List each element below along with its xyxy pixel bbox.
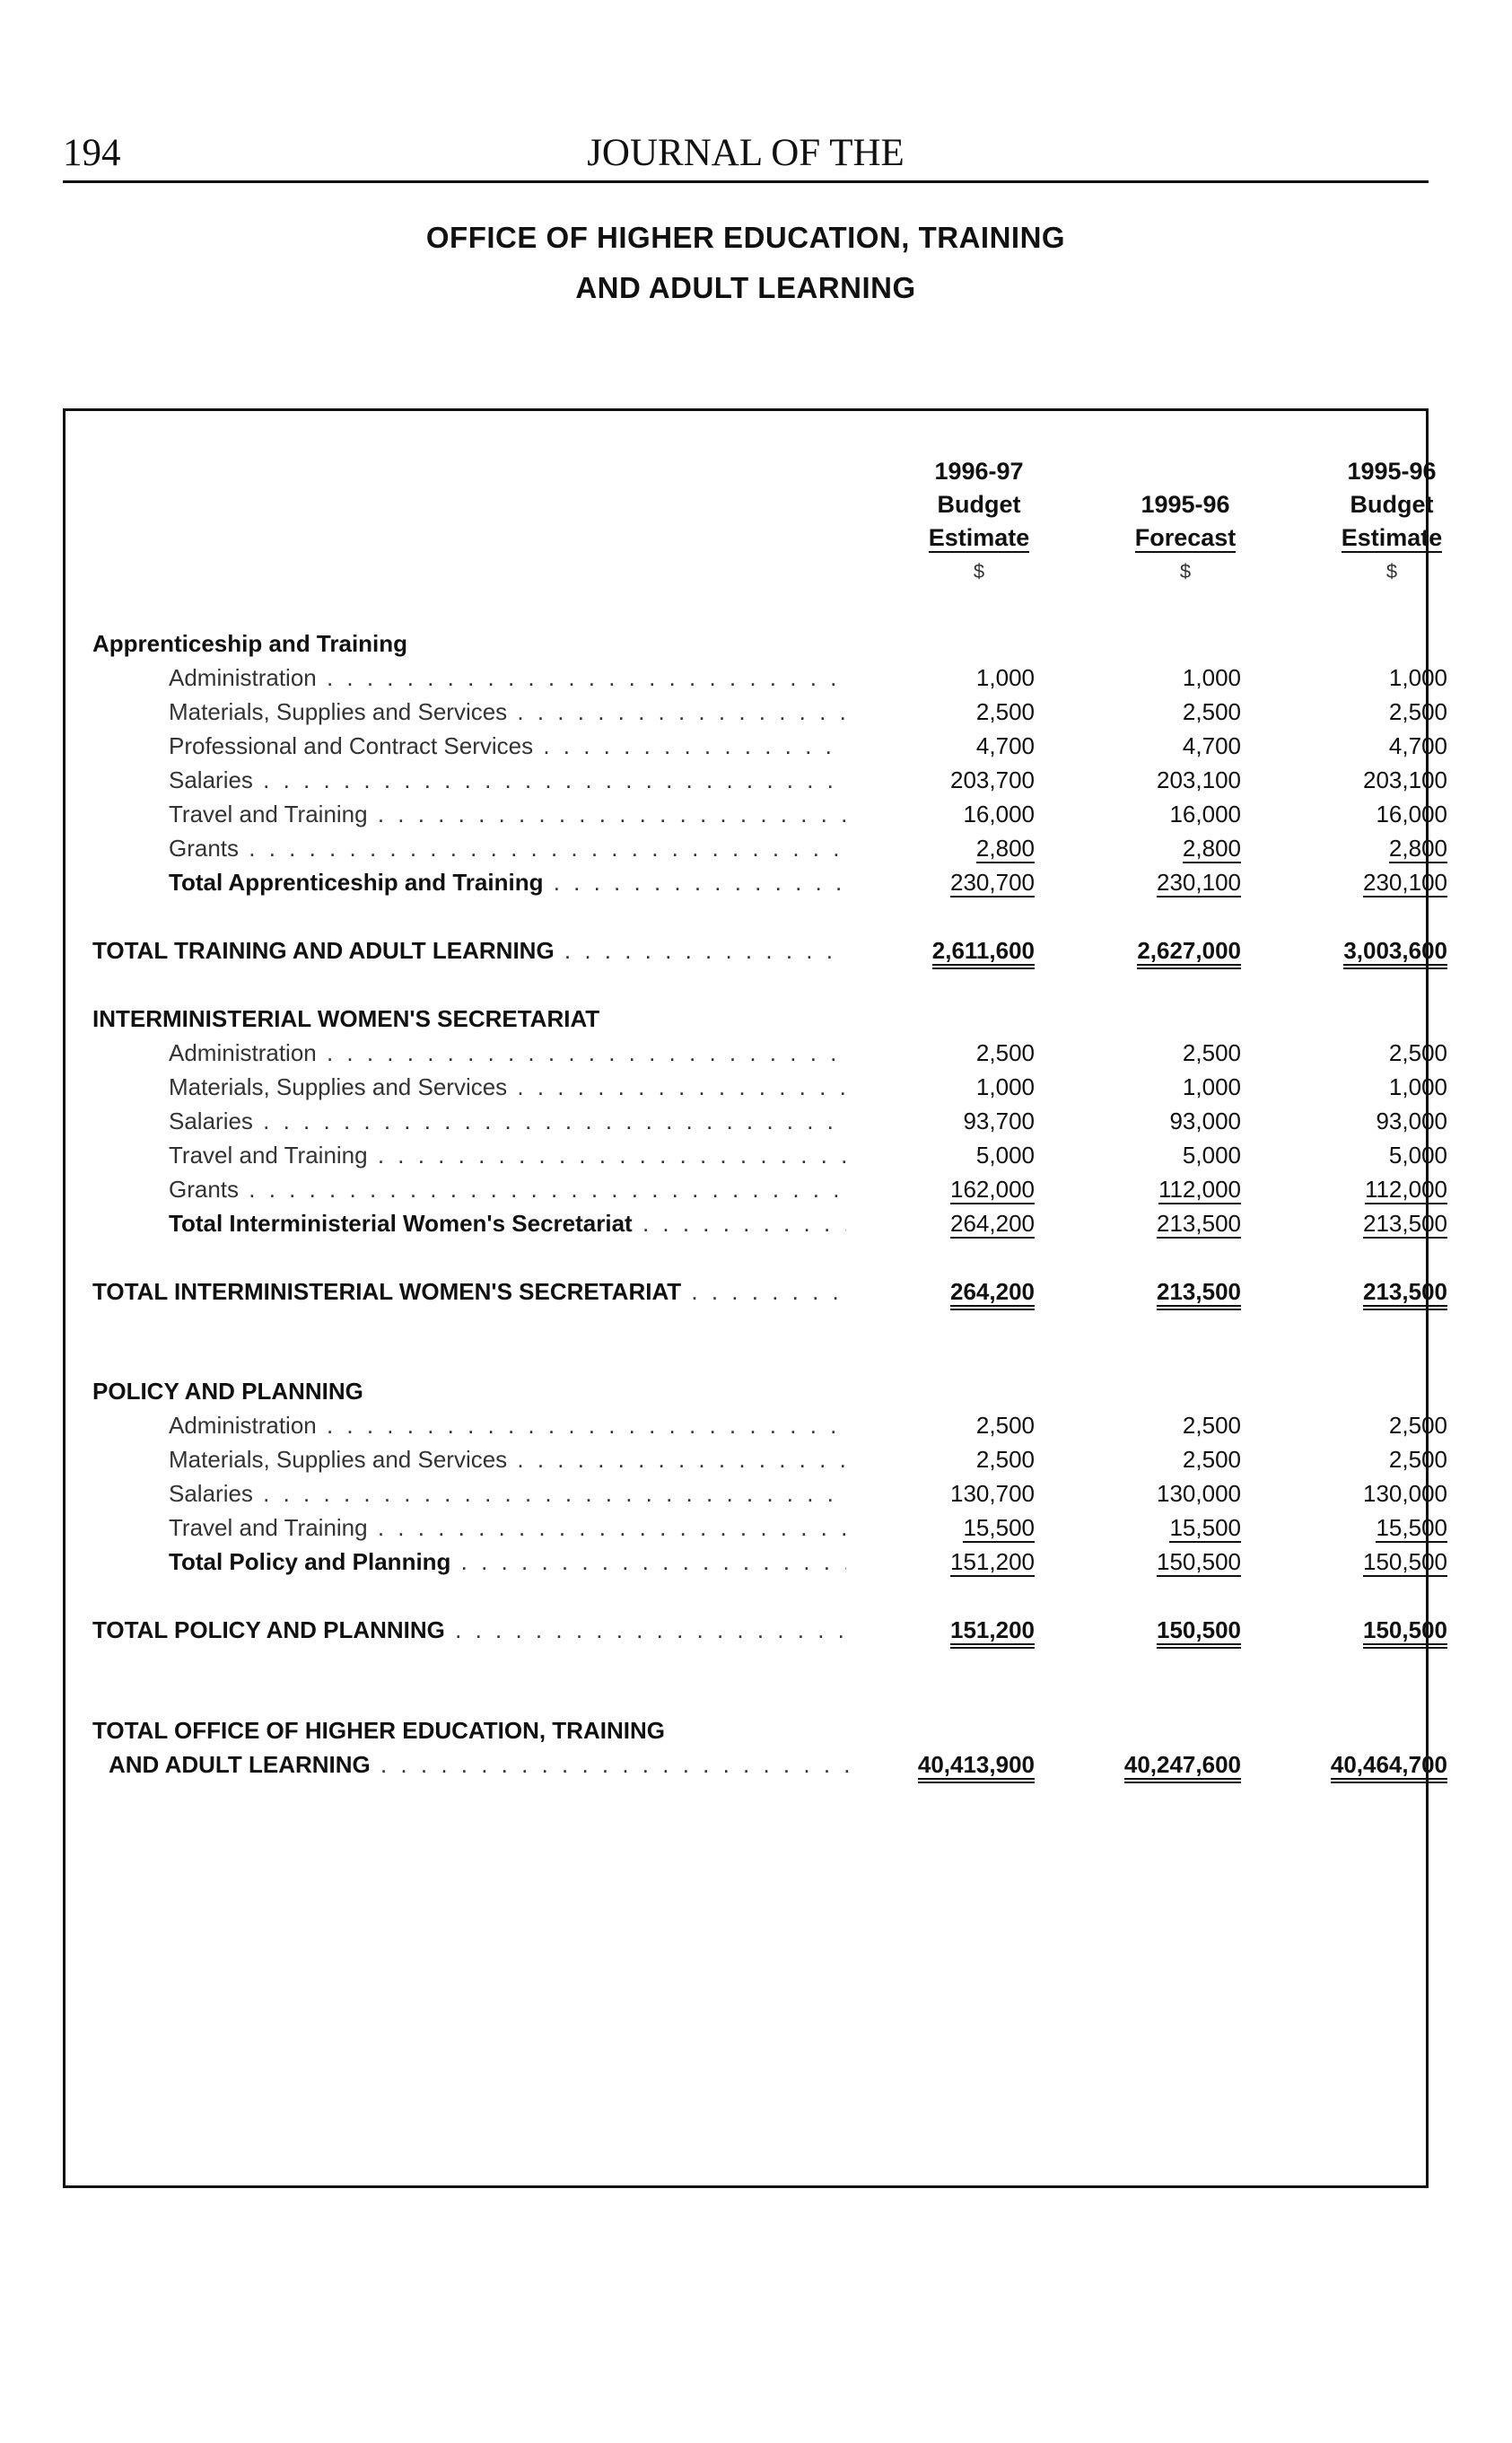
row-label: Materials, Supplies and Services . . . xyxy=(169,695,846,729)
cell-amount: 1,000 xyxy=(975,664,1035,691)
row-value xyxy=(855,1070,1035,1104)
cell-amount: 130,000 xyxy=(1363,1480,1447,1507)
row-value xyxy=(855,695,1035,729)
row-value xyxy=(855,865,1035,899)
row-value xyxy=(855,661,1035,695)
row-value xyxy=(1062,1070,1241,1104)
row-label: Salaries . . . xyxy=(169,1476,846,1510)
cell-amount: 162,000 xyxy=(950,1176,1035,1203)
cell-amount: 2,500 xyxy=(975,1039,1035,1066)
row-value xyxy=(855,1545,1035,1579)
running-head xyxy=(63,130,1429,183)
row-value xyxy=(1062,1476,1241,1510)
cell-amount: 5,000 xyxy=(1388,1142,1447,1169)
row-value xyxy=(855,1442,1035,1476)
row-value xyxy=(1062,729,1241,763)
cell-amount: 4,700 xyxy=(1182,732,1241,759)
cell-amount: 2,500 xyxy=(1182,698,1241,725)
row-label: TOTAL TRAINING AND ADULT LEARNING . . . xyxy=(92,933,846,968)
cell-amount: 264,200 xyxy=(950,1278,1035,1310)
column-header-line: 1995-96 xyxy=(1347,458,1437,485)
cell-amount: 16,000 xyxy=(963,801,1035,827)
row-value xyxy=(1268,1036,1447,1070)
row-value xyxy=(855,831,1035,865)
table-row xyxy=(66,1613,1447,1647)
budget-table xyxy=(63,408,1447,2188)
cell-amount: 213,500 xyxy=(1157,1278,1241,1310)
row-value xyxy=(1062,797,1241,831)
row-value xyxy=(1062,1510,1241,1545)
row-value xyxy=(855,1036,1035,1070)
table-row xyxy=(66,1172,1447,1206)
cell-amount: 150,500 xyxy=(1363,1616,1447,1649)
row-value xyxy=(1062,1747,1241,1783)
row-label: Travel and Training . . . xyxy=(169,1138,846,1172)
table-row xyxy=(66,1408,1447,1442)
table-row xyxy=(66,763,1447,797)
row-value xyxy=(855,763,1035,797)
row-value xyxy=(1268,729,1447,763)
row-value xyxy=(855,1510,1035,1545)
row-value xyxy=(855,729,1035,763)
row-label: Salaries . . . xyxy=(169,1104,846,1138)
row-value xyxy=(1268,1070,1447,1104)
row-label: Professional and Contract Services . . . xyxy=(169,729,846,763)
page-number: 194 xyxy=(63,132,121,174)
row-value xyxy=(1268,1274,1447,1310)
row-value xyxy=(1268,831,1447,865)
row-value xyxy=(855,1172,1035,1206)
row-value xyxy=(855,933,1035,969)
cell-amount: 203,100 xyxy=(1363,766,1447,793)
row-label: AND ADULT LEARNING . . . xyxy=(109,1747,862,1782)
row-value xyxy=(1062,1442,1241,1476)
cell-amount: 112,000 xyxy=(1364,1176,1447,1203)
cell-amount: 2,500 xyxy=(975,1446,1035,1473)
row-value xyxy=(1268,1442,1447,1476)
row-value xyxy=(1268,1206,1447,1240)
row-label: Grants . . . xyxy=(169,831,846,865)
cell-amount: 230,100 xyxy=(1363,869,1447,896)
row-value xyxy=(1062,695,1241,729)
row-value xyxy=(855,1206,1035,1240)
row-value xyxy=(1062,1138,1241,1172)
page-title-line-2: AND ADULT LEARNING xyxy=(575,271,916,304)
row-value xyxy=(1268,1172,1447,1206)
cell-amount: 230,100 xyxy=(1157,869,1241,896)
row-label: TOTAL POLICY AND PLANNING . . . xyxy=(92,1613,846,1647)
cell-amount: 2,800 xyxy=(1182,835,1241,862)
row-value xyxy=(1268,1138,1447,1172)
cell-amount: 40,464,700 xyxy=(1331,1751,1447,1783)
journal-title: JOURNAL OF THE xyxy=(587,132,905,174)
row-value xyxy=(1062,1206,1241,1240)
row-value xyxy=(1062,933,1241,969)
cell-amount: 213,500 xyxy=(1363,1278,1447,1310)
table-row xyxy=(66,797,1447,831)
table-row xyxy=(66,933,1447,968)
cell-amount: 112,000 xyxy=(1158,1176,1241,1203)
table-row xyxy=(66,1713,1426,1747)
row-value xyxy=(855,1408,1035,1442)
cell-amount: 150,500 xyxy=(1157,1548,1241,1575)
column-header-1996-97-budget-estimate xyxy=(903,455,1055,588)
row-value xyxy=(1062,1274,1241,1310)
cell-amount: 150,500 xyxy=(1363,1548,1447,1575)
row-label: Total Interministerial Women's Secretariat . . . xyxy=(169,1206,846,1240)
cell-amount: 15,500 xyxy=(963,1514,1035,1541)
row-value xyxy=(1268,1104,1447,1138)
cell-amount: 230,700 xyxy=(950,869,1035,896)
cell-amount: 40,413,900 xyxy=(918,1751,1035,1783)
cell-amount: 2,500 xyxy=(1388,1039,1447,1066)
cell-amount: 2,800 xyxy=(975,835,1035,862)
row-label: TOTAL INTERMINISTERIAL WOMEN'S SECRETARIAT . . . xyxy=(92,1274,846,1309)
column-header-line: Budget xyxy=(1350,491,1434,518)
row-value xyxy=(1062,1104,1241,1138)
row-label: Administration . . . xyxy=(169,1408,846,1442)
row-label: Travel and Training . . . xyxy=(169,1510,846,1545)
row-value xyxy=(1268,1613,1447,1649)
cell-amount: 4,700 xyxy=(1388,732,1447,759)
row-value xyxy=(855,1747,1035,1783)
cell-amount: 93,700 xyxy=(963,1108,1035,1134)
page-title-line-1: OFFICE OF HIGHER EDUCATION, TRAINING xyxy=(425,221,1066,254)
cell-amount: 2,500 xyxy=(1388,1412,1447,1439)
row-value xyxy=(1062,661,1241,695)
cell-amount: 2,500 xyxy=(975,1412,1035,1439)
row-value xyxy=(1268,933,1447,969)
table-row xyxy=(66,695,1447,729)
table-row xyxy=(66,1274,1447,1309)
row-label: TOTAL OFFICE OF HIGHER EDUCATION, TRAINING xyxy=(92,1717,665,1744)
table-row xyxy=(66,1374,1426,1408)
cell-amount: 2,800 xyxy=(1388,835,1447,862)
cell-amount: 4,700 xyxy=(975,732,1035,759)
row-value xyxy=(1062,1172,1241,1206)
column-header-line: Forecast xyxy=(1134,524,1237,551)
cell-amount: 213,500 xyxy=(1157,1210,1241,1237)
row-value xyxy=(1268,1510,1447,1545)
cell-amount: 40,247,600 xyxy=(1124,1751,1241,1783)
row-value xyxy=(855,1613,1035,1649)
table-row xyxy=(66,1442,1447,1476)
cell-amount: 2,500 xyxy=(975,698,1035,725)
cell-amount: 1,000 xyxy=(1388,664,1447,691)
column-header-1995-96-forecast xyxy=(1109,455,1262,588)
row-value xyxy=(1062,1613,1241,1649)
cell-amount: 130,700 xyxy=(950,1480,1035,1507)
table-row xyxy=(66,1036,1447,1070)
table-row xyxy=(66,1206,1447,1240)
cell-amount: 2,500 xyxy=(1388,1446,1447,1473)
row-label: Apprenticeship and Training xyxy=(92,630,408,657)
row-value xyxy=(1062,1408,1241,1442)
row-value xyxy=(1062,1036,1241,1070)
column-header-line: 1995-96 xyxy=(1141,491,1230,518)
table-row xyxy=(66,1510,1447,1545)
table-row xyxy=(66,831,1447,865)
cell-amount: 16,000 xyxy=(1376,801,1447,827)
row-label: Grants . . . xyxy=(169,1172,846,1206)
row-label: Materials, Supplies and Services . . . xyxy=(169,1442,846,1476)
cell-amount: 15,500 xyxy=(1376,1514,1447,1541)
cell-amount: 203,100 xyxy=(1157,766,1241,793)
table-row xyxy=(66,865,1447,899)
row-value xyxy=(1268,661,1447,695)
row-value xyxy=(1268,1408,1447,1442)
cell-amount: 264,200 xyxy=(950,1210,1035,1237)
row-value xyxy=(1268,1545,1447,1579)
row-value xyxy=(1062,763,1241,797)
table-row xyxy=(66,661,1447,695)
column-header-line: Budget xyxy=(937,491,1021,518)
cell-amount: 1,000 xyxy=(975,1073,1035,1100)
currency-label: $ xyxy=(973,560,985,582)
column-header-line: 1996-97 xyxy=(934,458,1024,485)
cell-amount: 130,000 xyxy=(1157,1480,1241,1507)
cell-amount: 5,000 xyxy=(1182,1142,1241,1169)
row-value xyxy=(855,797,1035,831)
row-label: Administration . . . xyxy=(169,1036,846,1070)
cell-amount: 2,627,000 xyxy=(1137,937,1241,969)
cell-amount: 15,500 xyxy=(1169,1514,1241,1541)
row-value xyxy=(1268,763,1447,797)
row-value xyxy=(1268,695,1447,729)
row-label: Total Apprenticeship and Training . . . xyxy=(169,865,846,899)
row-label: Travel and Training . . . xyxy=(169,797,846,831)
cell-amount: 2,500 xyxy=(1182,1412,1241,1439)
cell-amount: 93,000 xyxy=(1376,1108,1447,1134)
row-value xyxy=(855,1476,1035,1510)
table-row xyxy=(66,1002,1426,1036)
cell-amount: 151,200 xyxy=(950,1548,1035,1575)
cell-amount: 1,000 xyxy=(1388,1073,1447,1100)
cell-amount: 2,500 xyxy=(1388,698,1447,725)
row-label: Salaries . . . xyxy=(169,763,846,797)
row-label: Administration . . . xyxy=(169,661,846,695)
cell-amount: 5,000 xyxy=(975,1142,1035,1169)
cell-amount: 3,003,600 xyxy=(1343,937,1447,969)
row-value xyxy=(1268,865,1447,899)
table-row xyxy=(66,1138,1447,1172)
cell-amount: 1,000 xyxy=(1182,664,1241,691)
row-label: INTERMINISTERIAL WOMEN'S SECRETARIAT xyxy=(92,1005,600,1032)
row-value xyxy=(1268,1747,1447,1783)
cell-amount: 150,500 xyxy=(1157,1616,1241,1649)
column-header-line: Estimate xyxy=(928,524,1030,551)
table-row xyxy=(66,729,1447,763)
row-value xyxy=(1268,1476,1447,1510)
row-value xyxy=(1062,1545,1241,1579)
cell-amount: 2,500 xyxy=(1182,1039,1241,1066)
row-label: POLICY AND PLANNING xyxy=(92,1378,363,1405)
row-value xyxy=(855,1104,1035,1138)
row-label: Materials, Supplies and Services . . . xyxy=(169,1070,846,1104)
cell-amount: 93,000 xyxy=(1169,1108,1241,1134)
row-value xyxy=(1062,865,1241,899)
row-value xyxy=(1062,831,1241,865)
row-value xyxy=(855,1138,1035,1172)
currency-label: $ xyxy=(1179,560,1192,582)
column-header-line xyxy=(1109,455,1262,488)
table-row xyxy=(66,1476,1447,1510)
table-row xyxy=(66,1070,1447,1104)
cell-amount: 2,500 xyxy=(1182,1446,1241,1473)
table-row xyxy=(66,1747,1447,1782)
currency-label: $ xyxy=(1385,560,1398,582)
table-row xyxy=(66,1545,1447,1579)
cell-amount: 1,000 xyxy=(1182,1073,1241,1100)
cell-amount: 213,500 xyxy=(1363,1210,1447,1237)
table-row xyxy=(66,1104,1447,1138)
row-value xyxy=(855,1274,1035,1310)
table-row xyxy=(66,626,1426,661)
column-header-1995-96-budget-estimate xyxy=(1315,455,1468,588)
cell-amount: 16,000 xyxy=(1169,801,1241,827)
cell-amount: 2,611,600 xyxy=(932,937,1035,969)
row-value xyxy=(1268,797,1447,831)
row-label: Total Policy and Planning . . . xyxy=(169,1545,846,1579)
column-header-line: Estimate xyxy=(1341,524,1443,551)
cell-amount: 203,700 xyxy=(950,766,1035,793)
cell-amount: 151,200 xyxy=(950,1616,1035,1649)
